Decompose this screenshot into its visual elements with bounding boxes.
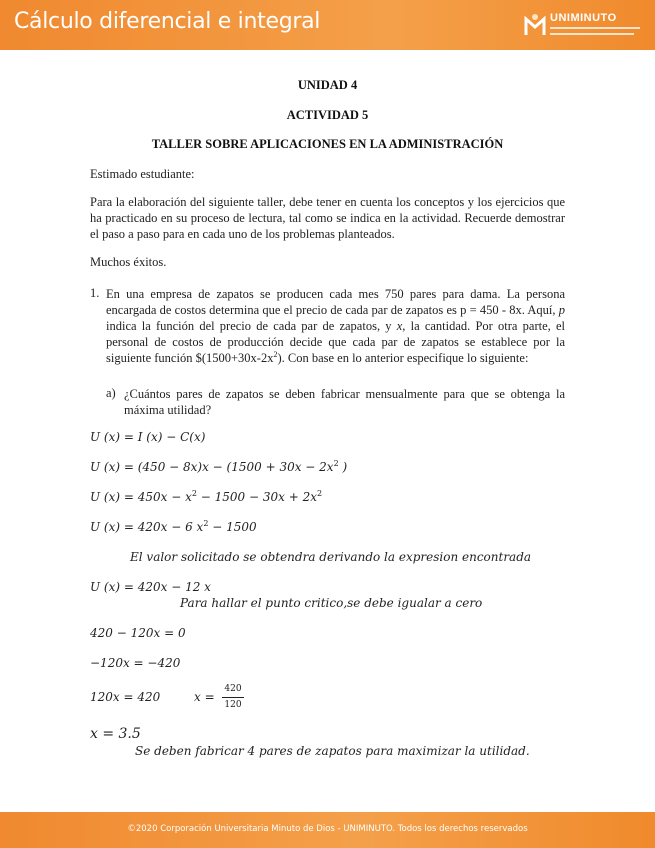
equation-profit-substitution: U $(x) = (450 - 8x)x - (1500 + 30x - 2x^2$ ) (90, 459, 348, 474)
unit-heading: UNIDAD 4 (297, 78, 358, 92)
note-derivative: El valor solicitado se obtendra derivando la expresion encontrada (130, 550, 532, 564)
equation-set-zero: 420 − 120x = 0 (90, 626, 186, 640)
problem-statement: En una empresa de zapatos se producen cada mes 750 pares para dama. La persona encargada de costos determina que el precio de cada par de zapatos es p = 450 - 8x. Aquí, p indica la función del precio de cada par de zapatos, y x, la cantidad. Por otra parte, el personal de costos de producción decide que cada par de zapatos se establece por la siguiente función $\$(1500+30x-2x^2)$. Con base en lo anterior especifique lo siguiente: (106, 287, 565, 365)
equation-profit-expanded: U $(x) = 450x - x^2 - 1500 - 30x + 2x^2$ (90, 489, 323, 504)
equation-derivative: U (x) = 420x − 12 x (90, 580, 211, 594)
fraction-denominator: 120 (224, 700, 242, 710)
copyright-text: ©2020 Corporación Universitaria Minuto de Dios - UNIMINUTO. Todos los derechos reservados (127, 824, 528, 834)
intro-paragraph: Para la elaboración del siguiente taller, debe tener en cuenta los conceptos y los ejercicios que ha practicado en su proceso de lectura, tal como se indica en la actividad. Recuerde demostrar el paso a paso para en cada uno de los problemas planteados. (90, 195, 565, 241)
note-critical-point: Para hallar el punto critico,se debe igualar a cero (180, 596, 483, 610)
logo-tagline-line (550, 27, 640, 29)
conclusion: Se deben fabricar 4 pares de zapatos para maximizar la utilidad. (135, 744, 530, 758)
equation-profit-simplified: U (x) = 420x − 6 $x^2 - 1500$ (90, 519, 257, 534)
course-title: Cálculo diferencial e integral (14, 9, 321, 34)
activity-heading: ACTIVIDAD 5 (286, 108, 369, 122)
uniminuto-logo (524, 11, 644, 41)
sub-item-label: a) (106, 386, 116, 400)
wishes: Muchos éxitos. (90, 255, 167, 269)
logo-text: UNIMINUTO (550, 12, 617, 24)
fraction-bar (222, 697, 244, 698)
fraction-numerator: 420 (224, 684, 242, 694)
equation-positive: 120x = 420 (90, 690, 161, 704)
problem-number: 1. (90, 286, 100, 300)
equation-fraction-lhs: x = (194, 690, 215, 704)
equation-isolate: −120x = −420 (90, 656, 181, 670)
logo-tagline-line (550, 33, 634, 35)
header-banner (0, 0, 655, 50)
workshop-title: TALLER SOBRE APLICACIONES EN LA ADMINISTRACIÓN (151, 137, 504, 151)
footer-banner (0, 812, 655, 848)
greeting: Estimado estudiante: (90, 167, 195, 181)
equation-profit-definition: U (x) = I (x) − C(x) (90, 430, 206, 444)
sub-item-question: ¿Cuántos pares de zapatos se deben fabricar mensualmente para que se obtenga la máxima utilidad? (124, 387, 565, 417)
equation-result: x = 3.5 (90, 726, 141, 742)
logo-mark-icon (524, 13, 546, 37)
